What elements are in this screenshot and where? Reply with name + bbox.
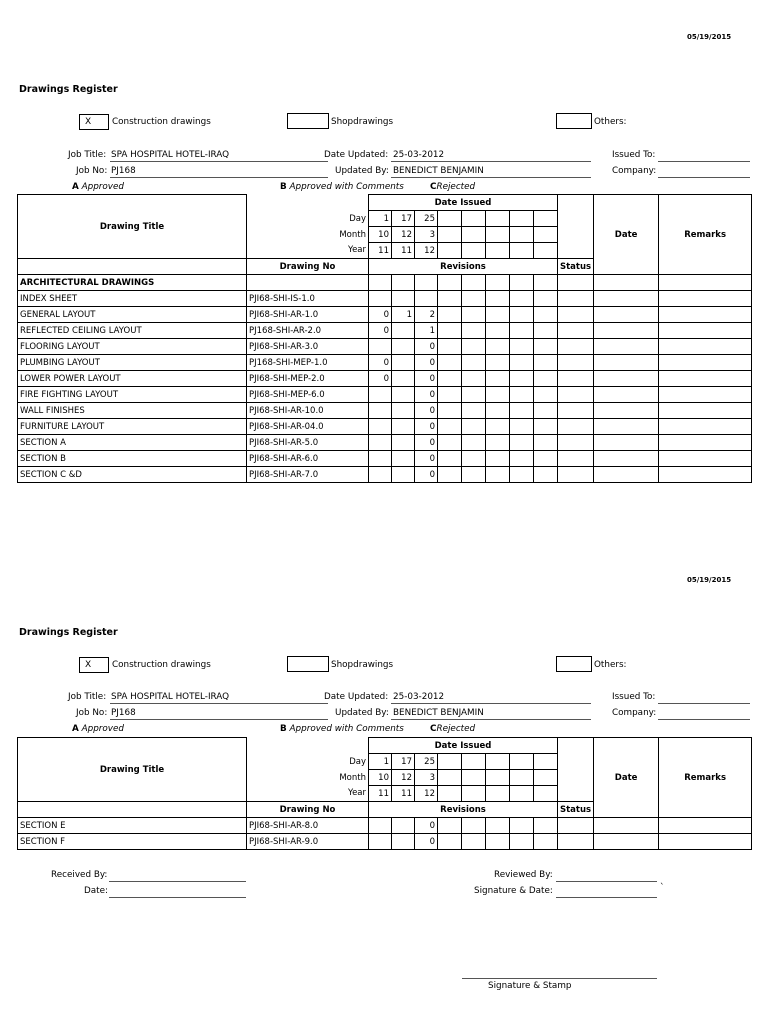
year-cell: 11 — [369, 786, 392, 802]
remarks-cell — [659, 818, 752, 834]
others-checkbox[interactable] — [556, 656, 592, 672]
table-row — [18, 307, 752, 323]
issued-to-field[interactable] — [658, 703, 750, 704]
revision-cell: 0 — [415, 355, 438, 371]
legend-approved-with-comments: B Approved with Comments — [280, 182, 404, 192]
legend-approved-with-comments: B Approved with Comments — [280, 724, 404, 734]
revision-cell: 0 — [415, 818, 438, 834]
remarks-header: Remarks — [659, 738, 752, 818]
updated-by-line — [391, 719, 591, 720]
date-cell — [594, 291, 659, 307]
revision-cell — [392, 467, 415, 483]
table-row — [18, 291, 752, 307]
reviewed-by-label: Reviewed By: — [494, 870, 553, 880]
remarks-cell — [659, 291, 752, 307]
drawing-no-header: Drawing No — [247, 802, 369, 818]
date-updated-line — [391, 161, 591, 162]
revision-cell: 0 — [369, 323, 392, 339]
table-row — [18, 467, 752, 483]
drawing-no-cell: PJI68-SHI-IS-1.0 — [247, 291, 369, 307]
month-cell: 3 — [415, 227, 438, 243]
revision-cell: 0 — [369, 371, 392, 387]
drawing-no-cell: PJI68-SHI-AR-3.0 — [247, 339, 369, 355]
revision-cell — [392, 403, 415, 419]
status-header: Status — [558, 802, 594, 818]
job-no-value: PJ168 — [111, 166, 136, 176]
revision-cell: 2 — [415, 307, 438, 323]
drawing-no-cell: PJ168-SHI-AR-2.0 — [247, 323, 369, 339]
updated-by-line — [391, 177, 591, 178]
month-label: Month — [247, 227, 369, 243]
table-row — [18, 387, 752, 403]
date-cell — [594, 307, 659, 323]
shopdrawings-checkbox[interactable] — [287, 113, 329, 129]
remarks-header: Remarks — [659, 195, 752, 275]
revision-cell — [392, 834, 415, 850]
remarks-cell — [659, 403, 752, 419]
status-cell — [558, 323, 594, 339]
print-date: 05/19/2015 — [687, 33, 732, 41]
revision-cell: 1 — [392, 307, 415, 323]
legend-approved: A Approved — [72, 182, 124, 192]
shopdrawings-label: Shopdrawings — [331, 660, 394, 670]
revision-cell: 0 — [415, 371, 438, 387]
date-issued-header: Date Issued — [369, 195, 558, 211]
received-by-field[interactable] — [109, 881, 246, 882]
drawing-no-cell: PJ168-SHI-MEP-1.0 — [247, 355, 369, 371]
revision-cell — [369, 339, 392, 355]
table-row — [18, 818, 752, 834]
job-title-line — [110, 703, 328, 704]
received-by-label: Received By: — [51, 870, 108, 880]
table-row — [18, 451, 752, 467]
revision-cell — [392, 818, 415, 834]
company-label: Company: — [612, 166, 657, 176]
revision-cell — [392, 451, 415, 467]
drawing-title-cell: WALL FINISHES — [18, 403, 247, 419]
day-label: Day — [247, 754, 369, 770]
issued-to-label: Issued To: — [612, 150, 656, 160]
date-cell — [594, 323, 659, 339]
status-cell — [558, 818, 594, 834]
remarks-cell — [659, 451, 752, 467]
legend-rejected: CRejected — [430, 182, 476, 192]
year-label: Year — [247, 243, 369, 259]
job-no-line — [110, 177, 328, 178]
date-updated-label: Date Updated: — [324, 692, 389, 702]
job-no-label: Job No: — [76, 166, 108, 176]
revision-cell — [369, 419, 392, 435]
day-cell: 17 — [392, 754, 415, 770]
job-no-value: PJ168 — [111, 708, 136, 718]
job-title-value: SPA HOSPITAL HOTEL-IRAQ — [111, 692, 230, 702]
drawing-no-cell: PJI68-SHI-MEP-2.0 — [247, 371, 369, 387]
shopdrawings-checkbox[interactable] — [287, 656, 329, 672]
register-title: Drawings Register — [19, 627, 118, 638]
job-title-label: Job Title: — [68, 692, 107, 702]
status-cell — [558, 371, 594, 387]
status-cell — [558, 291, 594, 307]
month-cell: 10 — [369, 227, 392, 243]
drawings-register-table — [17, 194, 752, 483]
date-cell — [594, 467, 659, 483]
revision-cell: 0 — [415, 387, 438, 403]
signature-stamp-line[interactable] — [462, 978, 657, 979]
table-row — [18, 435, 752, 451]
revision-cell: 0 — [415, 467, 438, 483]
date-cell — [594, 371, 659, 387]
stray-mark: ` — [660, 883, 665, 893]
revision-cell: 1 — [415, 323, 438, 339]
remarks-cell — [659, 387, 752, 403]
updated-by-label: Updated By: — [335, 708, 389, 718]
construction-checkbox[interactable]: X — [79, 657, 109, 673]
year-cell: 11 — [369, 243, 392, 259]
drawing-no-cell: PJI68-SHI-AR-10.0 — [247, 403, 369, 419]
revision-cell — [369, 435, 392, 451]
legend-rejected: CRejected — [430, 724, 476, 734]
status-cell — [558, 355, 594, 371]
revision-cell — [392, 291, 415, 307]
revision-cell: 0 — [415, 834, 438, 850]
job-no-label: Job No: — [76, 708, 108, 718]
drawing-title-cell: PLUMBING LAYOUT — [18, 355, 247, 371]
job-title-line — [110, 161, 328, 162]
date-header: Date — [594, 738, 659, 818]
drawing-title-cell: SECTION E — [18, 818, 247, 834]
year-cell: 12 — [415, 786, 438, 802]
drawing-title-cell: SECTION C &D — [18, 467, 247, 483]
updated-by-label: Updated By: — [335, 166, 389, 176]
drawing-title-cell: INDEX SHEET — [18, 291, 247, 307]
revision-cell — [392, 371, 415, 387]
signature-date-label: Signature & Date: — [474, 886, 553, 896]
drawing-title-cell: FIRE FIGHTING LAYOUT — [18, 387, 247, 403]
shopdrawings-label: Shopdrawings — [331, 117, 394, 127]
construction-label: Construction drawings — [112, 117, 211, 127]
others-label: Others: — [594, 660, 627, 670]
issued-to-label: Issued To: — [612, 692, 656, 702]
drawing-title-cell: SECTION A — [18, 435, 247, 451]
received-date-label: Date: — [84, 886, 108, 896]
status-cell — [558, 339, 594, 355]
revision-cell — [415, 291, 438, 307]
job-no-line — [110, 719, 328, 720]
drawing-title-header: Drawing Title — [18, 738, 247, 802]
issued-to-field[interactable] — [658, 161, 750, 162]
status-cell — [558, 403, 594, 419]
table-row — [18, 371, 752, 387]
updated-by-value: BENEDICT BENJAMIN — [393, 708, 484, 718]
company-label: Company: — [612, 708, 657, 718]
day-cell: 1 — [369, 754, 392, 770]
drawing-no-cell: PJI68-SHI-AR-04.0 — [247, 419, 369, 435]
table-row — [18, 355, 752, 371]
revisions-header: Revisions — [369, 802, 558, 818]
year-label: Year — [247, 786, 369, 802]
job-title-label: Job Title: — [68, 150, 107, 160]
construction-checkbox[interactable]: X — [79, 114, 109, 130]
company-field[interactable] — [658, 719, 750, 720]
drawing-no-cell: PJI68-SHI-AR-9.0 — [247, 834, 369, 850]
drawing-no-cell: PJI68-SHI-AR-6.0 — [247, 451, 369, 467]
register-title: Drawings Register — [19, 84, 118, 95]
date-cell — [594, 387, 659, 403]
table-row — [18, 403, 752, 419]
drawing-title-cell: GENERAL LAYOUT — [18, 307, 247, 323]
date-cell — [594, 834, 659, 850]
drawing-title-cell: FLOORING LAYOUT — [18, 339, 247, 355]
revision-cell — [392, 323, 415, 339]
status-header: Status — [558, 259, 594, 275]
status-cell — [558, 387, 594, 403]
company-field[interactable] — [658, 177, 750, 178]
status-cell — [558, 419, 594, 435]
month-cell: 10 — [369, 770, 392, 786]
remarks-cell — [659, 467, 752, 483]
revision-cell: 0 — [415, 403, 438, 419]
remarks-cell — [659, 435, 752, 451]
remarks-cell — [659, 834, 752, 850]
revision-cell: 0 — [415, 435, 438, 451]
job-title-value: SPA HOSPITAL HOTEL-IRAQ — [111, 150, 230, 160]
year-cell: 11 — [392, 786, 415, 802]
revision-cell — [369, 818, 392, 834]
revision-cell — [369, 291, 392, 307]
date-cell — [594, 435, 659, 451]
signature-stamp-label: Signature & Stamp — [488, 981, 572, 991]
date-cell — [594, 818, 659, 834]
revision-cell: 0 — [415, 451, 438, 467]
date-header: Date — [594, 195, 659, 275]
day-cell: 25 — [415, 211, 438, 227]
revision-cell: 0 — [369, 355, 392, 371]
drawing-title-cell: SECTION F — [18, 834, 247, 850]
legend-approved: A Approved — [72, 724, 124, 734]
day-cell: 1 — [369, 211, 392, 227]
status-cell — [558, 307, 594, 323]
date-issued-header: Date Issued — [369, 738, 558, 754]
construction-label: Construction drawings — [112, 660, 211, 670]
drawings-register-table — [17, 737, 752, 850]
date-updated-value: 25-03-2012 — [393, 692, 445, 702]
date-cell — [594, 419, 659, 435]
status-cell — [558, 451, 594, 467]
revision-cell — [369, 834, 392, 850]
drawing-title-cell: LOWER POWER LAYOUT — [18, 371, 247, 387]
drawing-no-cell: PJI68-SHI-AR-1.0 — [247, 307, 369, 323]
drawing-no-cell: PJI68-SHI-MEP-6.0 — [247, 387, 369, 403]
remarks-cell — [659, 419, 752, 435]
status-cell — [558, 467, 594, 483]
drawing-title-cell: SECTION B — [18, 451, 247, 467]
revision-cell — [392, 419, 415, 435]
remarks-cell — [659, 371, 752, 387]
drawing-title-header: Drawing Title — [18, 195, 247, 259]
section-heading: ARCHITECTURAL DRAWINGS — [18, 275, 247, 291]
table-row — [18, 834, 752, 850]
revision-cell — [392, 435, 415, 451]
date-updated-line — [391, 703, 591, 704]
drawing-title-cell: REFLECTED CEILING LAYOUT — [18, 323, 247, 339]
remarks-cell — [659, 307, 752, 323]
drawing-title-cell: FURNITURE LAYOUT — [18, 419, 247, 435]
table-row — [18, 323, 752, 339]
date-cell — [594, 355, 659, 371]
revision-cell — [392, 355, 415, 371]
updated-by-value: BENEDICT BENJAMIN — [393, 166, 484, 176]
table-row — [18, 419, 752, 435]
month-cell: 12 — [392, 770, 415, 786]
drawing-no-cell: PJI68-SHI-AR-5.0 — [247, 435, 369, 451]
revision-cell — [369, 387, 392, 403]
revision-cell — [392, 387, 415, 403]
date-updated-label: Date Updated: — [324, 150, 389, 160]
day-cell: 25 — [415, 754, 438, 770]
date-cell — [594, 339, 659, 355]
revision-cell: 0 — [415, 419, 438, 435]
date-updated-value: 25-03-2012 — [393, 150, 445, 160]
reviewed-by-field[interactable] — [556, 881, 657, 882]
month-label: Month — [247, 770, 369, 786]
month-cell: 3 — [415, 770, 438, 786]
revision-cell — [369, 451, 392, 467]
month-cell: 12 — [392, 227, 415, 243]
year-cell: 11 — [392, 243, 415, 259]
drawing-no-header: Drawing No — [247, 259, 369, 275]
drawing-no-cell: PJI68-SHI-AR-8.0 — [247, 818, 369, 834]
date-cell — [594, 451, 659, 467]
status-cell — [558, 435, 594, 451]
remarks-cell — [659, 355, 752, 371]
year-cell: 12 — [415, 243, 438, 259]
signature-date-field[interactable] — [556, 897, 657, 898]
received-date-field[interactable] — [109, 897, 246, 898]
remarks-cell — [659, 323, 752, 339]
revision-cell — [369, 403, 392, 419]
date-cell — [594, 403, 659, 419]
remarks-cell — [659, 339, 752, 355]
revision-cell — [369, 467, 392, 483]
others-checkbox[interactable] — [556, 113, 592, 129]
revision-cell: 0 — [369, 307, 392, 323]
revision-cell — [392, 339, 415, 355]
day-label: Day — [247, 211, 369, 227]
status-cell — [558, 834, 594, 850]
others-label: Others: — [594, 117, 627, 127]
revisions-header: Revisions — [369, 259, 558, 275]
table-row — [18, 339, 752, 355]
drawing-no-cell: PJI68-SHI-AR-7.0 — [247, 467, 369, 483]
day-cell: 17 — [392, 211, 415, 227]
revision-cell: 0 — [415, 339, 438, 355]
print-date: 05/19/2015 — [687, 576, 732, 584]
